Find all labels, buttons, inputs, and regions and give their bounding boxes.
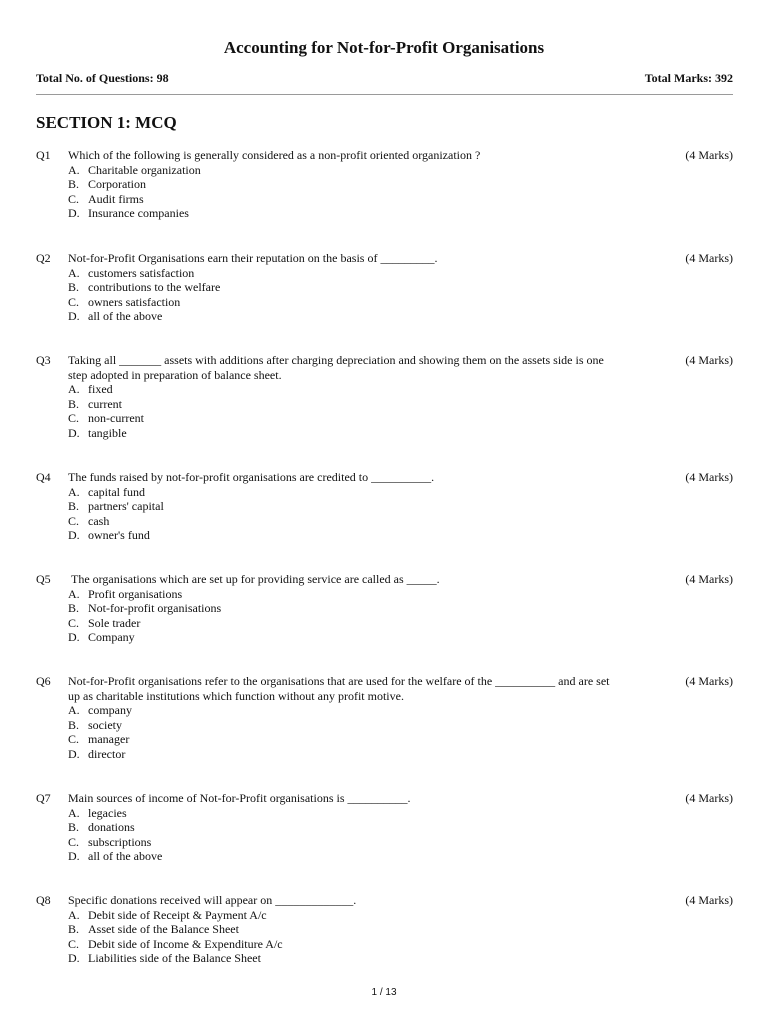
option-d <box>68 206 733 221</box>
option-text: Corporation <box>88 177 146 192</box>
option-text: company <box>88 703 132 718</box>
option-b <box>68 177 733 192</box>
question-text: Main sources of income of Not-for-Profit organisations is __________. <box>68 791 411 805</box>
question-block <box>36 674 733 762</box>
option-c <box>68 616 733 631</box>
question-number: Q3 <box>36 353 51 367</box>
option-letter: B. <box>68 499 80 514</box>
question-number: Q7 <box>36 791 51 805</box>
option-letter: A. <box>68 703 80 718</box>
option-b <box>68 280 733 295</box>
option-letter: B. <box>68 717 80 732</box>
option-text: tangible <box>88 425 127 440</box>
question-block <box>36 353 733 441</box>
option-a <box>68 266 733 281</box>
question-text: Taking all _______ assets with additions after charging depreciation and showing them on the assets side is one step adopted in preparation of balance sheet. <box>68 353 604 382</box>
option-text: Company <box>88 630 135 645</box>
option-letter: D. <box>68 425 80 440</box>
option-a <box>68 806 733 821</box>
question-text: Not-for-Profit organisations refer to the organisations that are used for the welfare of the __________ and are set up as charitable institutions which function without any profit motive. <box>68 674 610 703</box>
option-letter: C. <box>68 191 80 206</box>
option-a <box>68 485 733 500</box>
question-text: The organisations which are set up for providing service are called as _____. <box>68 572 440 586</box>
option-text: Debit side of Income & Expenditure A/c <box>88 936 283 951</box>
option-text: legacies <box>88 805 127 820</box>
option-text: current <box>88 396 122 411</box>
option-list <box>68 908 733 966</box>
option-letter: D. <box>68 309 80 324</box>
page-number: 1 / 13 <box>371 987 397 998</box>
option-d <box>68 951 733 966</box>
option-a <box>68 587 733 602</box>
option-letter: D. <box>68 746 80 761</box>
option-letter: D. <box>68 528 80 543</box>
question-number: Q8 <box>36 893 51 907</box>
option-letter: C. <box>68 411 80 426</box>
option-text: owners satisfaction <box>88 294 181 309</box>
option-a <box>68 382 733 397</box>
option-letter: C. <box>68 732 80 747</box>
option-text: Insurance companies <box>88 206 189 221</box>
question-block <box>36 572 733 645</box>
option-text: director <box>88 746 126 761</box>
question-text: Which of the following is generally considered as a non-profit oriented organization ? <box>68 148 481 162</box>
option-d <box>68 426 733 441</box>
option-letter: C. <box>68 615 80 630</box>
option-text: all of the above <box>88 309 163 324</box>
option-letter: A. <box>68 805 80 820</box>
option-c <box>68 937 733 952</box>
option-a <box>68 908 733 923</box>
option-letter: B. <box>68 922 80 937</box>
option-list <box>68 266 733 324</box>
option-d <box>68 747 733 762</box>
option-letter: B. <box>68 396 80 411</box>
option-d <box>68 309 733 324</box>
option-d <box>68 528 733 543</box>
question-text: The funds raised by not-for-profit organisations are credited to __________. <box>68 470 435 484</box>
option-text: capital fund <box>88 484 145 499</box>
option-list <box>68 382 733 440</box>
document-meta <box>36 71 733 86</box>
option-c <box>68 835 733 850</box>
option-d <box>68 630 733 645</box>
option-text: Profit organisations <box>88 586 183 601</box>
option-text: Audit firms <box>88 191 144 206</box>
option-d <box>68 849 733 864</box>
page-title: Accounting for Not-for-Profit Organisations <box>223 38 545 57</box>
question-marks: (4 Marks) <box>685 353 733 367</box>
option-c <box>68 192 733 207</box>
option-letter: A. <box>68 382 80 397</box>
option-letter: C. <box>68 294 80 309</box>
option-c <box>68 411 733 426</box>
option-b <box>68 718 733 733</box>
total-marks: Total Marks: 392 <box>644 71 733 85</box>
question-block <box>36 470 733 543</box>
question-marks: (4 Marks) <box>685 251 733 265</box>
question-marks: (4 Marks) <box>685 791 733 805</box>
option-text: customers satisfaction <box>88 265 195 280</box>
question-block <box>36 148 733 221</box>
option-list <box>68 806 733 864</box>
option-c <box>68 295 733 310</box>
option-text: Sole trader <box>88 615 141 630</box>
question-block <box>36 893 733 966</box>
option-list <box>68 703 733 761</box>
option-letter: A. <box>68 907 80 922</box>
option-text: Charitable organization <box>88 162 201 177</box>
question-marks: (4 Marks) <box>685 572 733 586</box>
option-text: all of the above <box>88 849 163 864</box>
option-letter: A. <box>68 162 80 177</box>
option-c <box>68 514 733 529</box>
question-marks: (4 Marks) <box>685 148 733 162</box>
option-c <box>68 732 733 747</box>
question-number: Q2 <box>36 251 51 265</box>
option-text: owner's fund <box>88 528 150 543</box>
option-text: contributions to the welfare <box>88 280 221 295</box>
option-text: Asset side of the Balance Sheet <box>88 922 239 937</box>
option-list <box>68 485 733 543</box>
option-list <box>68 163 733 221</box>
question-marks: (4 Marks) <box>685 674 733 688</box>
question-number: Q1 <box>36 148 51 162</box>
option-letter: D. <box>68 630 80 645</box>
option-text: subscriptions <box>88 834 152 849</box>
option-a <box>68 703 733 718</box>
question-number: Q6 <box>36 674 51 688</box>
option-text: partners' capital <box>88 499 164 514</box>
option-text: donations <box>88 820 135 835</box>
option-letter: A. <box>68 586 80 601</box>
option-letter: A. <box>68 265 80 280</box>
question-block <box>36 251 733 324</box>
option-text: non-current <box>88 411 144 426</box>
option-text: Not-for-profit organisations <box>88 601 222 616</box>
option-letter: C. <box>68 834 80 849</box>
option-a <box>68 163 733 178</box>
option-b <box>68 601 733 616</box>
option-b <box>68 397 733 412</box>
option-letter: D. <box>68 849 80 864</box>
option-text: Debit side of Receipt & Payment A/c <box>88 907 267 922</box>
total-questions: Total No. of Questions: 98 <box>36 71 169 85</box>
option-letter: D. <box>68 206 80 221</box>
option-letter: C. <box>68 936 80 951</box>
question-number: Q4 <box>36 470 51 484</box>
question-number: Q5 <box>36 572 51 586</box>
question-marks: (4 Marks) <box>685 893 733 907</box>
option-text: manager <box>88 732 130 747</box>
option-b <box>68 820 733 835</box>
option-text: society <box>88 717 122 732</box>
option-letter: B. <box>68 280 80 295</box>
option-text: fixed <box>88 382 113 397</box>
question-text: Specific donations received will appear on _____________. <box>68 893 357 907</box>
section-title: SECTION 1: MCQ <box>36 113 177 132</box>
question-marks: (4 Marks) <box>685 470 733 484</box>
header-divider <box>36 94 733 95</box>
option-letter: D. <box>68 951 80 966</box>
option-letter: B. <box>68 820 80 835</box>
question-text: Not-for-Profit Organisations earn their reputation on the basis of _________. <box>68 251 438 265</box>
option-letter: A. <box>68 484 80 499</box>
option-b <box>68 499 733 514</box>
question-block <box>36 791 733 864</box>
option-letter: B. <box>68 601 80 616</box>
option-text: Liabilities side of the Balance Sheet <box>88 951 261 966</box>
option-list <box>68 587 733 645</box>
option-b <box>68 922 733 937</box>
option-letter: B. <box>68 177 80 192</box>
option-text: cash <box>88 513 110 528</box>
option-letter: C. <box>68 513 80 528</box>
